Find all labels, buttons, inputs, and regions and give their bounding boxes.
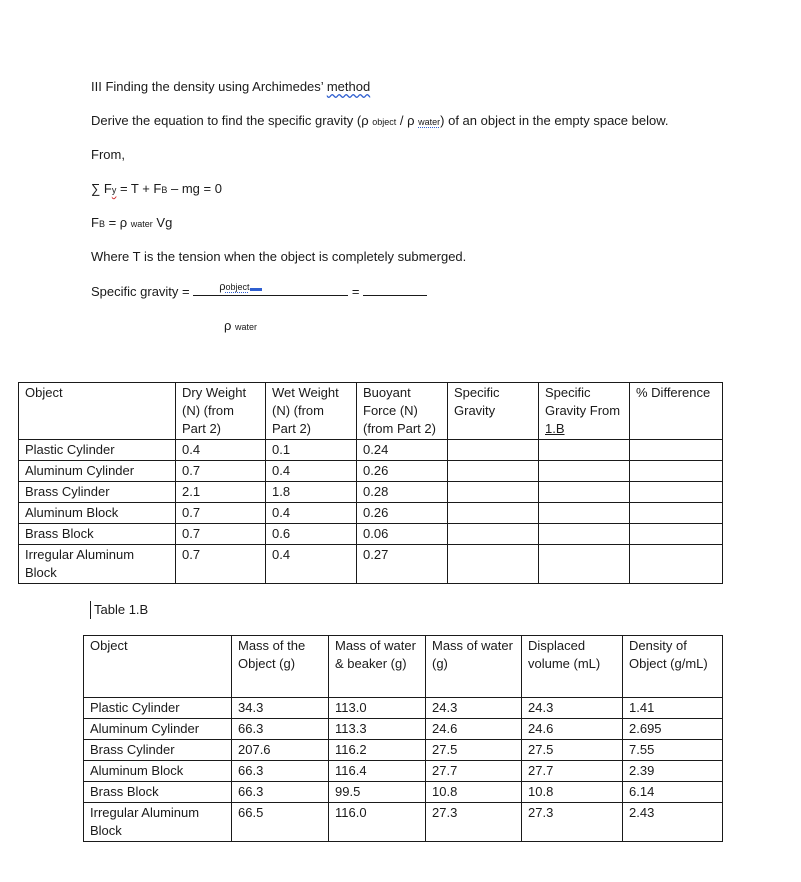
data-cell: 0.7 (176, 503, 266, 524)
table-header-row (19, 383, 723, 440)
data-cell: 0.4 (266, 545, 357, 584)
table-row (84, 803, 723, 842)
specific-gravity-table (18, 382, 723, 584)
table-header-row (84, 636, 723, 698)
table-row (19, 545, 723, 584)
data-cell: 2.1 (176, 482, 266, 503)
data-cell: 0.24 (357, 440, 448, 461)
density-table (83, 635, 723, 842)
data-cell: 2.695 (623, 719, 723, 740)
header-cell: Mass of water (g) (426, 636, 522, 698)
equation-net-force: ∑ Fy = T + FB – mg = 0 (91, 181, 222, 196)
header-cell: Displaced volume (mL) (522, 636, 623, 698)
table-row (84, 761, 723, 782)
data-cell (630, 461, 723, 482)
specific-gravity-line: Specific gravity = ρobject = (91, 283, 427, 299)
table-row (84, 719, 723, 740)
header-cell: Buoyant Force (N) (from Part 2) (357, 383, 448, 440)
data-cell: 2.39 (623, 761, 723, 782)
row-label-cell: Plastic Cylinder (84, 698, 232, 719)
row-label-cell: Plastic Cylinder (19, 440, 176, 461)
data-cell: 0.7 (176, 545, 266, 584)
data-cell (539, 461, 630, 482)
data-cell: 27.3 (522, 803, 623, 842)
data-cell (630, 524, 723, 545)
data-cell: 27.3 (426, 803, 522, 842)
header-cell: Object (19, 383, 176, 440)
equation-buoyant-force: FB = ρ water Vg (91, 215, 173, 230)
data-cell: 66.3 (232, 782, 329, 803)
data-cell: 7.55 (623, 740, 723, 761)
header-cell: Density of Object (g/mL) (623, 636, 723, 698)
data-cell: 27.5 (522, 740, 623, 761)
data-cell: 27.7 (522, 761, 623, 782)
table-caption: Table 1.B (90, 601, 148, 619)
data-cell (539, 440, 630, 461)
section-title: III Finding the density using Archimedes’ method (91, 79, 371, 94)
numerator-blank[interactable]: ρobject (193, 283, 348, 296)
row-label-cell: Aluminum Cylinder (19, 461, 176, 482)
data-cell (448, 503, 539, 524)
data-cell: 0.28 (357, 482, 448, 503)
header-cell: Specific Gravity From 1.B (539, 383, 630, 440)
row-label-cell: Brass Block (19, 524, 176, 545)
data-cell: 66.3 (232, 761, 329, 782)
data-cell: 116.0 (329, 803, 426, 842)
data-cell: 10.8 (426, 782, 522, 803)
data-cell: 2.43 (623, 803, 723, 842)
data-cell: 0.26 (357, 503, 448, 524)
data-cell: 0.4 (266, 461, 357, 482)
header-cell: Wet Weight (N) (from Part 2) (266, 383, 357, 440)
data-cell: 1.41 (623, 698, 723, 719)
data-cell (539, 503, 630, 524)
data-cell: 66.3 (232, 719, 329, 740)
table-row (84, 698, 723, 719)
title-method-word: method (326, 79, 371, 94)
row-label-cell: Aluminum Block (84, 761, 232, 782)
data-cell: 0.1 (266, 440, 357, 461)
data-cell: 0.4 (176, 440, 266, 461)
data-cell (448, 482, 539, 503)
data-cell: 34.3 (232, 698, 329, 719)
table-row (19, 503, 723, 524)
data-cell (448, 461, 539, 482)
data-cell: 0.6 (266, 524, 357, 545)
data-cell (630, 503, 723, 524)
header-cell: Object (84, 636, 232, 698)
data-cell: 24.3 (426, 698, 522, 719)
data-cell (539, 482, 630, 503)
data-cell (630, 545, 723, 584)
table-row (84, 782, 723, 803)
data-cell: 24.6 (522, 719, 623, 740)
table-row (19, 440, 723, 461)
data-cell (448, 545, 539, 584)
row-label-cell: Brass Cylinder (84, 740, 232, 761)
data-cell (630, 440, 723, 461)
row-label-cell: Brass Block (84, 782, 232, 803)
table-row (19, 461, 723, 482)
data-cell: 27.5 (426, 740, 522, 761)
table-row (19, 482, 723, 503)
data-cell: 1.8 (266, 482, 357, 503)
header-cell: Mass of water & beaker (g) (329, 636, 426, 698)
data-cell: 0.7 (176, 524, 266, 545)
from-label: From, (91, 147, 125, 162)
where-text: Where T is the tension when the object is completely submerged. (91, 249, 467, 264)
instruction-text: Derive the equation to find the specific gravity (ρ object / ρ water) of an object in the empty space below. (91, 113, 669, 128)
data-cell: 27.7 (426, 761, 522, 782)
table-row (19, 524, 723, 545)
table-row (84, 740, 723, 761)
data-cell: 0.7 (176, 461, 266, 482)
data-cell: 0.27 (357, 545, 448, 584)
data-cell: 116.4 (329, 761, 426, 782)
cursor-mark (250, 288, 262, 291)
data-cell (539, 545, 630, 584)
data-cell: 99.5 (329, 782, 426, 803)
data-cell: 113.0 (329, 698, 426, 719)
data-cell (539, 524, 630, 545)
row-label-cell: Aluminum Block (19, 503, 176, 524)
data-cell: 66.5 (232, 803, 329, 842)
row-label-cell: Irregular Aluminum Block (84, 803, 232, 842)
header-cell: Specific Gravity (448, 383, 539, 440)
row-label-cell: Aluminum Cylinder (84, 719, 232, 740)
data-cell: 207.6 (232, 740, 329, 761)
data-cell: 0.26 (357, 461, 448, 482)
header-cell: Dry Weight (N) (from Part 2) (176, 383, 266, 440)
data-cell: 24.6 (426, 719, 522, 740)
denominator-rho-water: ρ water (224, 318, 258, 333)
row-label-cell: Brass Cylinder (19, 482, 176, 503)
data-cell: 0.4 (266, 503, 357, 524)
data-cell (448, 440, 539, 461)
data-cell: 24.3 (522, 698, 623, 719)
data-cell (448, 524, 539, 545)
data-cell: 6.14 (623, 782, 723, 803)
data-cell: 113.3 (329, 719, 426, 740)
row-label-cell: Irregular Aluminum Block (19, 545, 176, 584)
result-blank[interactable] (363, 283, 427, 296)
data-cell (630, 482, 723, 503)
data-cell: 10.8 (522, 782, 623, 803)
data-cell: 0.06 (357, 524, 448, 545)
header-cell: % Difference (630, 383, 723, 440)
header-cell: Mass of the Object (g) (232, 636, 329, 698)
data-cell: 116.2 (329, 740, 426, 761)
